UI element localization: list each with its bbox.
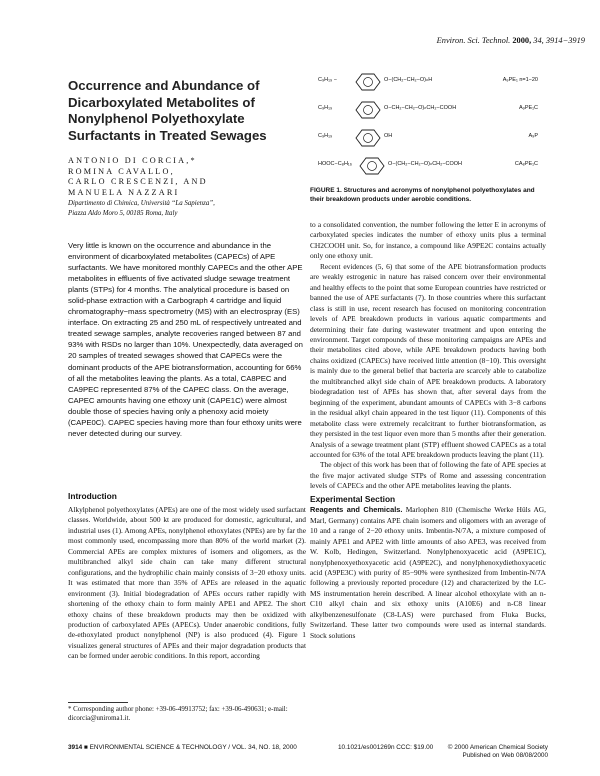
footer-right [448, 744, 548, 759]
reagents-paragraph [310, 505, 546, 641]
structure-chain: O−(CH₂−CH₂−O)ₙCH₂−COOH [388, 161, 462, 167]
structure-alkyl-group: C₉H₁₉ [318, 133, 333, 139]
affiliation-line: Piazza Aldo Moro 5, 00185 Roma, Italy [68, 209, 178, 217]
author-line: ROMINA CAVALLO, [68, 166, 175, 176]
paragraph: The object of this work has been that of following the fate of APE species at the five major activated sludge STPs of Rome and assessing concentration levels of CAPECs and the other APE metabolites leaving the plants. [310, 460, 546, 491]
footnote-divider [68, 702, 128, 703]
doi-line: 10.1021/es001269n CCC: $19.00 [338, 744, 434, 751]
journal-pages: 3914−3919 [545, 36, 585, 45]
page-number: 3914 [68, 744, 83, 751]
figure-1-structures [318, 72, 538, 182]
journal-header [0, 36, 585, 45]
structure-alkyl-group: HOOC−C₈H₁₆ [318, 161, 353, 167]
structure-row [318, 128, 538, 148]
copyright: © 2000 American Chemical Society [447, 744, 548, 751]
structure-row [318, 72, 538, 92]
structure-alkyl-group: C₉H₁₉ [318, 105, 333, 111]
structure-acronym: A₉P [528, 133, 538, 139]
introduction-heading: Introduction [68, 491, 117, 501]
structure-row [318, 100, 538, 120]
structure-chain: OH [384, 133, 393, 139]
structure-alkyl-group: C₉H₁₉ − [318, 77, 337, 83]
structure-chain: O−(CH₂−CH₂−O)ₙH [384, 77, 433, 83]
article-title: Occurrence and Abundance of Dicarboxylated Metabolites of Nonylphenol Polyethoxylate Surfactants in Treated Sewages [68, 78, 267, 143]
experimental-section-heading: Experimental Section [310, 493, 396, 504]
paragraph: to a consolidated convention, the number following the letter E in acronyms of carboxylated species indicates the number of ethoxy units plus a terminal CH2COOH unit. So, for instance, a compound like A9PE2C contains actually only one ethoxy unit. [310, 220, 546, 261]
published-date: Published on Web 08/08/2000 [462, 751, 548, 759]
affiliation [68, 199, 304, 218]
structure-acronym: A₉PE₁ n=1−20 [502, 77, 538, 83]
structure-acronym: A₉PE₁C [518, 105, 538, 111]
benzene-ring-icon [354, 100, 382, 120]
author-line: CARLO CRESCENZI, AND [68, 177, 208, 187]
author-list [68, 156, 304, 198]
footer-left [68, 744, 297, 751]
benzene-ring-icon [354, 72, 382, 92]
journal-footer-line: ENVIRONMENTAL SCIENCE & TECHNOLOGY / VOL. 34, NO. 18, 2000 [89, 744, 297, 751]
affiliation-line: Dipartimento di Chimica, Università “La Sapienza”, [68, 200, 215, 207]
author-line: ANTONIO DI CORCIA,* [68, 156, 197, 165]
right-column-text [310, 220, 546, 641]
corresponding-author-footnote: * Corresponding author phone: +39-06-49913752; fax: +39-06-490631; e-mail: dicorcia@uniroma1.it. [68, 706, 288, 722]
journal-volume: 34, [533, 36, 544, 45]
structure-acronym: CA₈PE₁C [514, 161, 538, 167]
journal-name: Environ. Sci. Technol. [436, 36, 511, 45]
introduction-body: Alkylphenol polyethoxylates (APEs) are one of the most widely used surfactant classes. Worldwide, about 500 kt are produced for domestic, agricultural, and industrial uses (1). Among APEs, nonylphenol ethoxylates (NPEs) are by far the most commonly used, encompassing more than 80% of the world market (2). Commercial APEs are complex mixtures of isomers and oligomers, as the multibranched alkyl side chain can take many different structural configurations, and the hydrophilic chain mainly consists of 3−20 ethoxy units. It was estimated that more than 35% of APEs are released in the aquatic environment (3). Initial biodegradation of APEs occurs rather rapidly with shortening of the ethoxy chain to form mainly APE1 and APE2. The short ethoxy chains of these breakdown products may then be oxidized with production of carboxylated APEs (APECs). Under anaerobic conditions, fully de-ethoxylated product nonylphenol (NP) is also produced (4). Figure 1 visualizes general structures of APEs and their major degradation products that can be formed under aerobic conditions. In this report, according [68, 505, 306, 661]
journal-year: 2000, [512, 36, 532, 45]
benzene-ring-icon [354, 128, 382, 148]
reagents-text: Marlophen 810 (Chemische Werke Hüls AG, Marl, Germany) contains APE chain isomers and oligomers with an average of 10 and a range of 2−20 ethoxy units. Imbentin-N/7A, a mixture composed of mainly APE1 and APE2 with little amounts of also APE3, was received from W. Kolb, Hedingen, Switzerland. Nonylphenoxyacetic acid (A9PE1C), nonylphenoxyethoxyacetic acid (A9PE2C), and nonylphenoxydiethoxyacetic acid (A9PE3C) with purity of 85−90% were synthesized from Imbentin-N/7A following a previously reported procedure (12) and characterized by the LC-MS instrumentation herein described. A linear alcohol ethoxylate with an n-C10 alkyl chain and six ethoxy units (A10E6) and n-C8 linear alkylbenzenesulfonate (C8-LAS) were purchased from Fluka Bucks, Switzerland. These latter two compounds were used as internal standards. Stock solutions [310, 505, 546, 640]
benzene-ring-icon [358, 156, 386, 176]
page-footer [68, 744, 548, 764]
structure-row [318, 156, 538, 176]
structure-chain: O−CH₂−CH₂−O)ₙCH₂−COOH [384, 105, 457, 111]
paragraph: Recent evidences (5, 6) that some of the APE biotransformation products are weakly estrogenic in nature has raised concern over their environmental and healthy effects to the point that some European countries have restricted or banned the use of APE surfactants (7). In those countries where this surfactant class is still in use, recent research has focused on monitoring concentration levels of APE breakdown products in various aquatic compartments and determining their fate during wastewater treatment and upon entering the environment. Target compounds of these monitoring campaigns are APEs and their metabolites cited above, while APE breakdown products having both chains oxidized (CAPECs) have received little attention (8−10). This oversight is mainly due to the general belief that bacteria are scarcely able to catabolize the multibranched alkyl side chain of APE breakdown products. A laboratory biodegradation test of APEs has shown that, after several days from the beginning of the experiment, abundant amounts of CAPECs with 3−8 carbons in the residual alkyl chain appeared in the test liquor (11). Components of this metabolite class were extremely recalcitrant to further biotransformation, as they persisted in the test liquor even more than 5 months after their generation. Analysis of a sewage treatment plant (STP) effluent showed CAPECs as a total accounted for 63% of the total APE breakdown products leaving the plant (11). [310, 261, 546, 459]
figure-1-caption: FIGURE 1. Structures and acronyms of nonylphenol polyethoxylates and their breakdown products under aerobic conditions. [310, 187, 535, 203]
footer-square-icon: ■ [84, 744, 88, 751]
author-line: MANUELA NAZZARI [68, 187, 180, 197]
abstract: Very little is known on the occurrence and abundance in the environment of dicarboxylated metabolites (CAPECs) of APE surfactants. We have monitored monthly CAPECs and the other APE metabolites in effluents of five activated sludge sewage treatment plants (STPs) for 4 months. The analytical procedure is based on solid-phase extraction with a Carbograph 4 cartridge and liquid chromatography−mass spectrometry (MS) with an electrospray (ES) interface. On extracting 25 and 250 mL of respectively untreated and treated sewage samples, analyte recoveries ranged between 87 and 93% with RSDs no larger than 10%. Unexpectedly, data averaged on 20 samples of treated sewages showed that CAPECs were the dominant products of the APE biotransformation, accounting for 66% of all the metabolites leaving the plants. As a total, CA8PEC and CA9PEC represented 87% of the CAPEC class. On the average, CAPEC amounts having one ethoxy unit (CAPE1C) were almost double those of species having only a phenoxy acid moiety (CAPE0C). CAPEC species having more than four ethoxy units were never detected during our survey. [68, 241, 303, 438]
reagents-heading: Reagents and Chemicals. [310, 505, 403, 515]
